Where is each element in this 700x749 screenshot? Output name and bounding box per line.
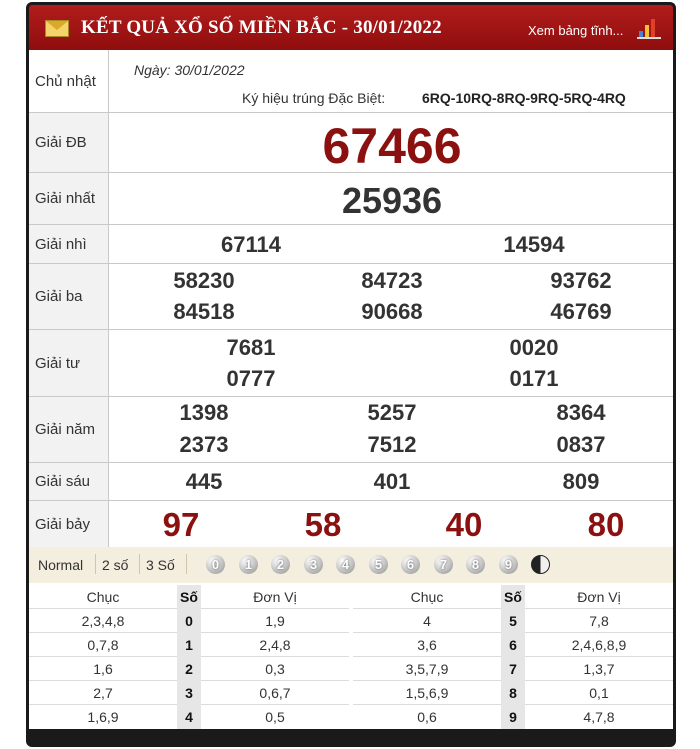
digit-filter-8[interactable]: 8: [466, 555, 485, 574]
option-2-so[interactable]: 2 số: [102, 557, 129, 573]
digit-filter-1[interactable]: 1: [239, 555, 258, 574]
loto-chuc: 1,5,6,9: [353, 681, 501, 705]
loto-so: 9: [501, 705, 525, 729]
digit-filter-7[interactable]: 7: [434, 555, 453, 574]
loto-row: [29, 705, 673, 729]
prize-number: 25936: [341, 180, 443, 221]
symbol-value: 6RQ-10RQ-8RQ-9RQ-5RQ-4RQ: [422, 90, 626, 106]
option-normal[interactable]: Normal: [38, 557, 84, 573]
prize-label: Giải ba: [29, 264, 109, 329]
loto-table: [26, 583, 676, 729]
prize-label: Giải nhất: [29, 173, 109, 224]
header-so: Số: [177, 585, 201, 609]
loto-so: 5: [501, 609, 525, 633]
loto-donvi: 2,4,6,8,9: [525, 633, 673, 657]
bottom-border: [26, 729, 676, 747]
prize-number: 8364: [556, 400, 606, 425]
loto-row: [29, 609, 673, 633]
loto-so: 7: [501, 657, 525, 681]
prize-label: Giải sáu: [29, 463, 109, 500]
prize-number: 14594: [503, 232, 565, 257]
day-label: Chủ nhật: [29, 50, 109, 112]
prize-number: 84518: [173, 299, 235, 324]
results-widget: [26, 0, 676, 749]
prize-number: 46769: [550, 299, 612, 324]
loto-chuc: 4: [353, 609, 501, 633]
prize-number: 0777: [226, 366, 276, 391]
prize-number: 7512: [367, 432, 417, 457]
prize-number-bay: 97: [162, 506, 200, 543]
prize-number-bay: 80: [587, 506, 625, 543]
divider: [139, 554, 140, 574]
yin-yang-icon[interactable]: [531, 555, 550, 574]
loto-chuc: 2,3,4,8: [29, 609, 177, 633]
prize-number-db: 67466: [322, 118, 462, 174]
loto-chuc: 2,7: [29, 681, 177, 705]
loto-donvi: 0,3: [201, 657, 349, 681]
prize-number: 5257: [367, 400, 417, 425]
prize-number-bay: 40: [445, 506, 483, 543]
prize-label: Giải nhì: [29, 225, 109, 263]
loto-donvi: 0,1: [525, 681, 673, 705]
static-table-link[interactable]: Xem bảng tĩnh...: [528, 23, 624, 38]
prize-number: 809: [562, 469, 600, 494]
loto-chuc: 0,7,8: [29, 633, 177, 657]
prize-row-nhi: [29, 225, 673, 264]
digit-filter-9[interactable]: 9: [499, 555, 518, 574]
prize-label: Giải năm: [29, 397, 109, 462]
loto-donvi: 0,5: [265, 709, 285, 725]
loto-so: 3: [177, 681, 201, 705]
loto-donvi: 4,7,8: [583, 709, 615, 725]
prize-number: 67114: [221, 232, 281, 257]
prize-row-nam: [29, 397, 673, 463]
bar-chart-icon[interactable]: [637, 17, 661, 39]
header-chuc: Chục: [29, 585, 177, 609]
loto-chuc: 3,5,7,9: [353, 657, 501, 681]
prize-number: 0171: [509, 366, 559, 391]
loto-donvi: 1,3,7: [525, 657, 673, 681]
digit-filter-2[interactable]: 2: [271, 555, 290, 574]
digit-filter-5[interactable]: 5: [369, 555, 388, 574]
prize-number: 7681: [226, 335, 276, 360]
prize-row-nhat: [29, 173, 673, 225]
prize-row-tu: [29, 330, 673, 397]
loto-chuc: 0,6: [417, 709, 437, 725]
prize-label: Giải tư: [29, 330, 109, 396]
prize-label: Giải ĐB: [29, 113, 109, 172]
loto-so: 0: [177, 609, 201, 633]
prize-number: 445: [185, 469, 223, 494]
prize-row-bay: [29, 501, 673, 547]
prize-row-sau: [29, 463, 673, 501]
prize-number: 401: [373, 469, 411, 494]
prize-number: 2373: [179, 432, 229, 457]
prize-number: 58230: [173, 268, 235, 293]
envelope-icon: [45, 20, 69, 37]
display-controls: [26, 547, 676, 583]
digit-filter-0[interactable]: 0: [206, 555, 225, 574]
loto-donvi: 2,4,8: [201, 633, 349, 657]
loto-row: [29, 633, 673, 657]
results-table: [26, 50, 676, 547]
loto-chuc: 1,6,9: [87, 709, 119, 725]
header-donvi: Đơn Vị: [201, 585, 349, 609]
divider: [95, 554, 96, 574]
loto-donvi: 1,9: [201, 609, 349, 633]
loto-so: 4: [177, 705, 201, 729]
loto-donvi: 0,6,7: [201, 681, 349, 705]
loto-row: [29, 681, 673, 705]
divider: [186, 554, 187, 574]
prize-row-db: [29, 113, 673, 173]
loto-so: 8: [501, 681, 525, 705]
header-chuc: Chục: [353, 585, 501, 609]
loto-chuc: 1,6: [29, 657, 177, 681]
prize-row-ba: [29, 264, 673, 330]
page-title: KẾT QUẢ XỔ SỐ MIỀN BẮC - 30/01/2022: [81, 17, 442, 38]
info-row: [29, 50, 673, 113]
header-donvi: Đơn Vị: [525, 585, 673, 609]
prize-number: 90668: [361, 299, 423, 324]
symbol-label: Ký hiệu trúng Đặc Biệt:: [242, 90, 386, 106]
loto-row: [29, 657, 673, 681]
prize-number: 93762: [550, 268, 612, 293]
draw-date: Ngày: 30/01/2022: [134, 62, 245, 78]
prize-number: 0020: [509, 335, 559, 360]
digit-filter-4[interactable]: 4: [336, 555, 355, 574]
header-bar: [26, 2, 676, 52]
loto-chuc: 3,6: [353, 633, 501, 657]
prize-number: 0837: [556, 432, 606, 457]
option-3-so[interactable]: 3 Số: [146, 557, 175, 573]
digit-filter-3[interactable]: 3: [304, 555, 323, 574]
loto-donvi: 7,8: [525, 609, 673, 633]
digit-filter-6[interactable]: 6: [401, 555, 420, 574]
loto-so: 2: [177, 657, 201, 681]
prize-number: 1398: [179, 400, 229, 425]
header-so: Số: [501, 585, 525, 609]
prize-number-bay: 58: [304, 506, 342, 543]
loto-header-row: [29, 585, 673, 609]
prize-label: Giải bảy: [29, 501, 109, 547]
loto-so: 1: [177, 633, 201, 657]
prize-number: 84723: [361, 268, 423, 293]
loto-so: 6: [501, 633, 525, 657]
